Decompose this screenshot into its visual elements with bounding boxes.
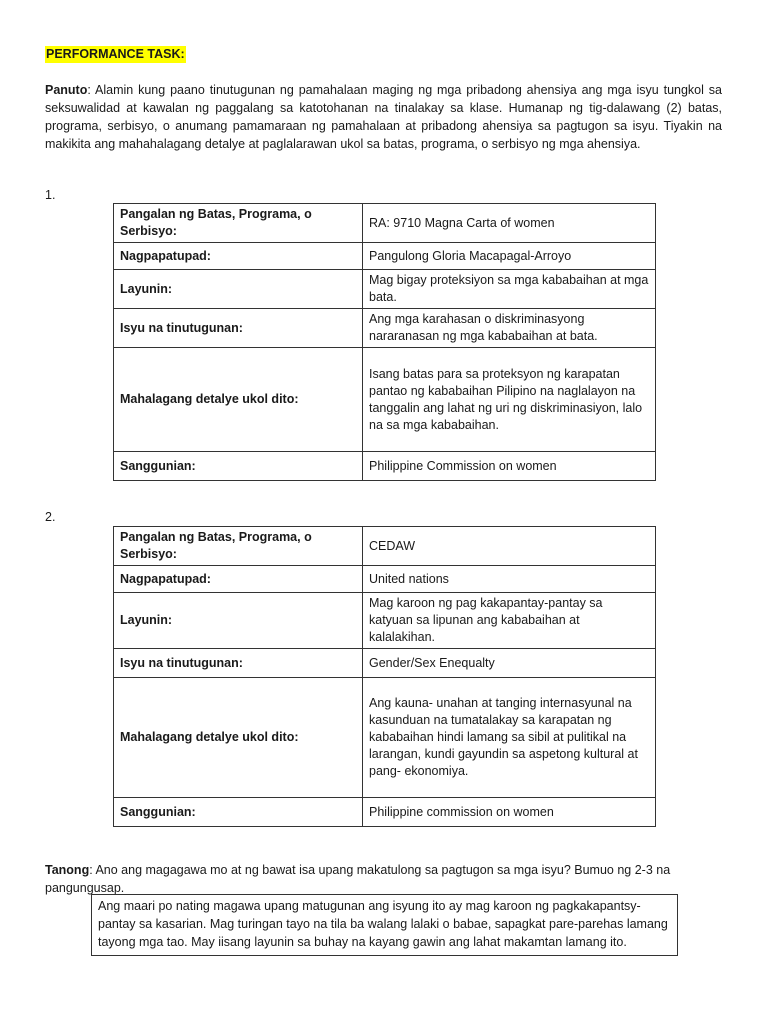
source-label: Sanggunian: — [114, 452, 363, 481]
source-value: Philippine commission on women — [363, 798, 656, 827]
table-row — [114, 243, 656, 270]
table-row — [114, 649, 656, 678]
name-value: CEDAW — [363, 527, 656, 566]
name-label: Pangalan ng Batas, Programa, o Serbisyo: — [114, 204, 363, 243]
issue-value: Gender/Sex Enequalty — [363, 649, 656, 678]
entry-number: 1. — [45, 188, 56, 202]
issue-value: Ang mga karahasan o diskriminasyong nararanasan ng mga kababaihan at bata. — [363, 309, 656, 348]
source-value: Philippine Commission on women — [363, 452, 656, 481]
table-row — [114, 593, 656, 649]
details-label: Mahalagang detalye ukol dito: — [114, 678, 363, 798]
goal-label: Layunin: — [114, 270, 363, 309]
table-row — [114, 527, 656, 566]
table-row — [114, 566, 656, 593]
goal-label: Layunin: — [114, 593, 363, 649]
goal-value: Mag bigay proteksiyon sa mga kababaihan at mga bata. — [363, 270, 656, 309]
instructions-text: : Alamin kung paano tinutugunan ng pamahalaan maging ng mga pribadong ahensiya ang mga isyu tungkol sa seksuwalidad at kawalan ng paggalang sa katotohanan na tinalakay sa klase. Humanap ng tig-dalawang (2) batas, programa, serbisyo, o anumang pamamaraan ng pamahalaan at pribadong ahensiya sa pagtugon sa isyu. Tiyakin na makikita ang mahahalagang detalye at paglalarawan ukol sa batas, programa, o serbisyo ng mga ahensiya. — [45, 83, 722, 151]
table-row — [114, 309, 656, 348]
table-row — [114, 452, 656, 481]
goal-value: Mag karoon ng pag kakapantay-pantay sa katyuan sa lipunan ang kababaihan at kalalakihan. — [363, 593, 656, 649]
implementer-label: Nagpapatupad: — [114, 243, 363, 270]
implementer-value: United nations — [363, 566, 656, 593]
question-text: : Ano ang magagawa mo at ng bawat isa upang makatulong sa pagtugon sa mga isyu? Bumuo ng 2-3 na pangungusap. — [45, 863, 671, 895]
entry-table-2 — [113, 526, 656, 827]
table-row — [114, 270, 656, 309]
instructions-label: Panuto — [45, 83, 88, 97]
entry-table-1 — [113, 203, 656, 481]
details-label: Mahalagang detalye ukol dito: — [114, 348, 363, 452]
page-title: PERFORMANCE TASK: — [46, 47, 185, 61]
entry-number: 2. — [45, 510, 56, 524]
details-value: Isang batas para sa proteksyon ng karapatan pantao ng kababaihan Pilipino na naglalayon na tanggalin ang lahat ng uri ng diskriminasiyon, lalo na sa mga kababaihan. — [363, 348, 656, 452]
issue-label: Isyu na tinutugunan: — [114, 309, 363, 348]
implementer-value: Pangulong Gloria Macapagal-Arroyo — [363, 243, 656, 270]
name-value: RA: 9710 Magna Carta of women — [363, 204, 656, 243]
table-row — [114, 204, 656, 243]
source-label: Sanggunian: — [114, 798, 363, 827]
instructions-paragraph — [45, 81, 722, 153]
question-label: Tanong — [45, 863, 90, 877]
details-value: Ang kauna- unahan at tanging internasyunal na kasunduan na tumatalakay sa karapatan ng kababaihan hindi lamang sa sibil at pulitikal na larangan, kundi gayundin sa aspetong kultural at pang- ekonomiya. — [363, 678, 656, 798]
answer-box: Ang maari po nating magawa upang matugunan ang isyung ito ay mag karoon ng pagkakapantsy-pantay sa kasarian. Mag turingan tayo na tila ba walang lalaki o babae, sapagkat pare-parehas lamang tayong mga tao. May iisang layunin sa buhay na kayang gawin ang lahat makamtan lamang ito. — [91, 894, 678, 956]
table-row — [114, 798, 656, 827]
table-row — [114, 678, 656, 798]
table-row — [114, 348, 656, 452]
question-paragraph — [45, 861, 725, 897]
name-label: Pangalan ng Batas, Programa, o Serbisyo: — [114, 527, 363, 566]
implementer-label: Nagpapatupad: — [114, 566, 363, 593]
issue-label: Isyu na tinutugunan: — [114, 649, 363, 678]
